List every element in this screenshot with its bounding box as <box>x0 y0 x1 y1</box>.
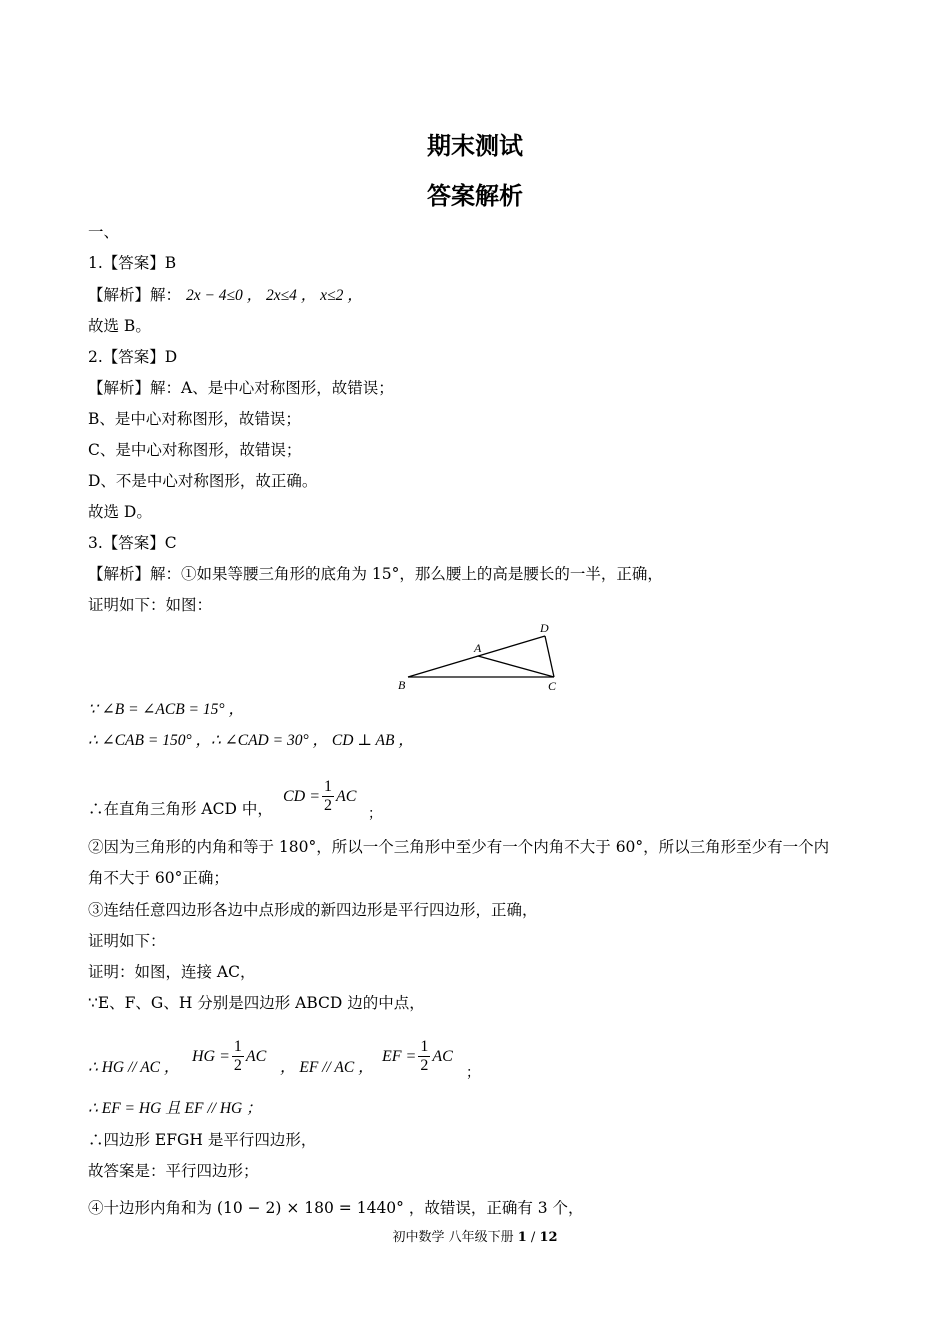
page-footer <box>0 1226 950 1245</box>
q1-analysis <box>88 285 363 306</box>
q3-line-2: 证明如下：如图： <box>88 596 213 614</box>
fraction-half <box>232 1038 244 1075</box>
eq-rhs: AC <box>336 788 357 805</box>
q3-eq-end-2: ； <box>466 1065 480 1081</box>
q1-math: 2x − 4≤0 ， 2x≤4 ， x≤2 ， <box>185 287 363 304</box>
frac-den: 2 <box>420 1057 429 1074</box>
eq-ef-rhs: AC <box>432 1048 453 1065</box>
page-subtitle: 答案解析 <box>427 182 523 210</box>
fraction-half <box>418 1038 430 1075</box>
q3-line-3: ∵ ∠B = ∠ACB = 15° ， <box>88 701 244 718</box>
section-heading: 一、 <box>88 223 120 241</box>
label-c: C <box>548 679 557 693</box>
q1-answer: 1.【答案】B <box>88 254 177 272</box>
eq-hg-lhs: HG = <box>192 1048 230 1065</box>
footer-text: 初中数学 八年级下册 <box>392 1230 514 1245</box>
frac-den: 2 <box>324 797 333 814</box>
q3-line-11: ∵E、F、G、H 分别是四边形 ABCD 边的中点， <box>88 994 425 1012</box>
frac-num: 1 <box>324 778 333 795</box>
triangle-figure <box>396 620 566 695</box>
fraction-half <box>322 778 334 815</box>
q1-conclusion: 故选 B。 <box>88 317 151 335</box>
q3-line-14: ∴四边形 EFGH 是平行四边形， <box>88 1131 317 1149</box>
q3-line-13: ∴ EF = HG 且 EF // HG ； <box>88 1100 262 1117</box>
q3-answer: 3.【答案】C <box>88 534 177 552</box>
q2-line-2: B、是中心对称图形，故错误； <box>88 410 301 428</box>
q3-line-12c: ， EF // AC ， <box>280 1059 374 1076</box>
footer-sep: / <box>530 1230 536 1245</box>
q1-analysis-prefix: 【解析】解： <box>88 286 182 304</box>
segment-ac <box>478 656 554 677</box>
q3-line-5-prefix: ∴在直角三角形 ACD 中， <box>88 800 273 818</box>
q3-eq-end: ； <box>368 806 382 822</box>
q3-line-9: 证明如下： <box>88 932 166 950</box>
q3-line-7: 角不大于 60°正确； <box>88 869 229 887</box>
q3-line-6: ②因为三角形的内角和等于 180°，所以一个三角形中至少有一个内角不大于 60°，所以三角形至少有一个内 <box>88 838 830 856</box>
q2-line-3: C、是中心对称图形，故错误； <box>88 441 302 459</box>
frac-den: 2 <box>233 1057 242 1074</box>
q3-eq-hg <box>192 1038 266 1075</box>
q3-line-8: ③连结任意四边形各边中点形成的新四边形是平行四边形，正确， <box>88 901 538 919</box>
eq-lhs: CD = <box>283 788 321 805</box>
q3-line-16: ④十边形内角和为 (10 − 2) × 180 = 1440° ，故错误，正确有 3 个， <box>88 1199 584 1217</box>
q3-eq-ef <box>382 1038 453 1075</box>
q3-eq-cd <box>283 778 356 815</box>
page-title: 期末测试 <box>427 132 523 160</box>
q2-answer: 2.【答案】D <box>88 348 178 366</box>
label-b: B <box>398 678 406 692</box>
frac-num: 1 <box>420 1038 429 1055</box>
eq-hg-rhs: AC <box>245 1048 267 1065</box>
footer-page: 1 <box>517 1230 527 1245</box>
label-d: D <box>540 621 549 635</box>
q2-line-4: D、不是中心对称图形，故正确。 <box>88 472 318 490</box>
eq-ef-lhs: EF = <box>382 1048 417 1065</box>
frac-num: 1 <box>233 1038 242 1055</box>
q3-line-12a: ∴ HG // AC ， <box>88 1059 180 1076</box>
q3-line-1: 【解析】解：①如果等腰三角形的底角为 15°，那么腰上的高是腰长的一半，正确， <box>88 565 663 583</box>
q2-line-1: 【解析】解：A、是中心对称图形，故错误； <box>88 379 394 397</box>
q3-line-15: 故答案是：平行四边形； <box>88 1162 259 1180</box>
q3-line-4: ∴ ∠CAB = 150° ，∴ ∠CAD = 30° ， CD ⊥ AB ， <box>88 732 414 749</box>
label-a: A <box>474 641 482 655</box>
footer-total: 12 <box>539 1230 558 1245</box>
q2-conclusion: 故选 D。 <box>88 503 152 521</box>
q3-line-10: 证明：如图，连接 AC， <box>88 963 256 981</box>
segment-dc <box>545 636 554 677</box>
